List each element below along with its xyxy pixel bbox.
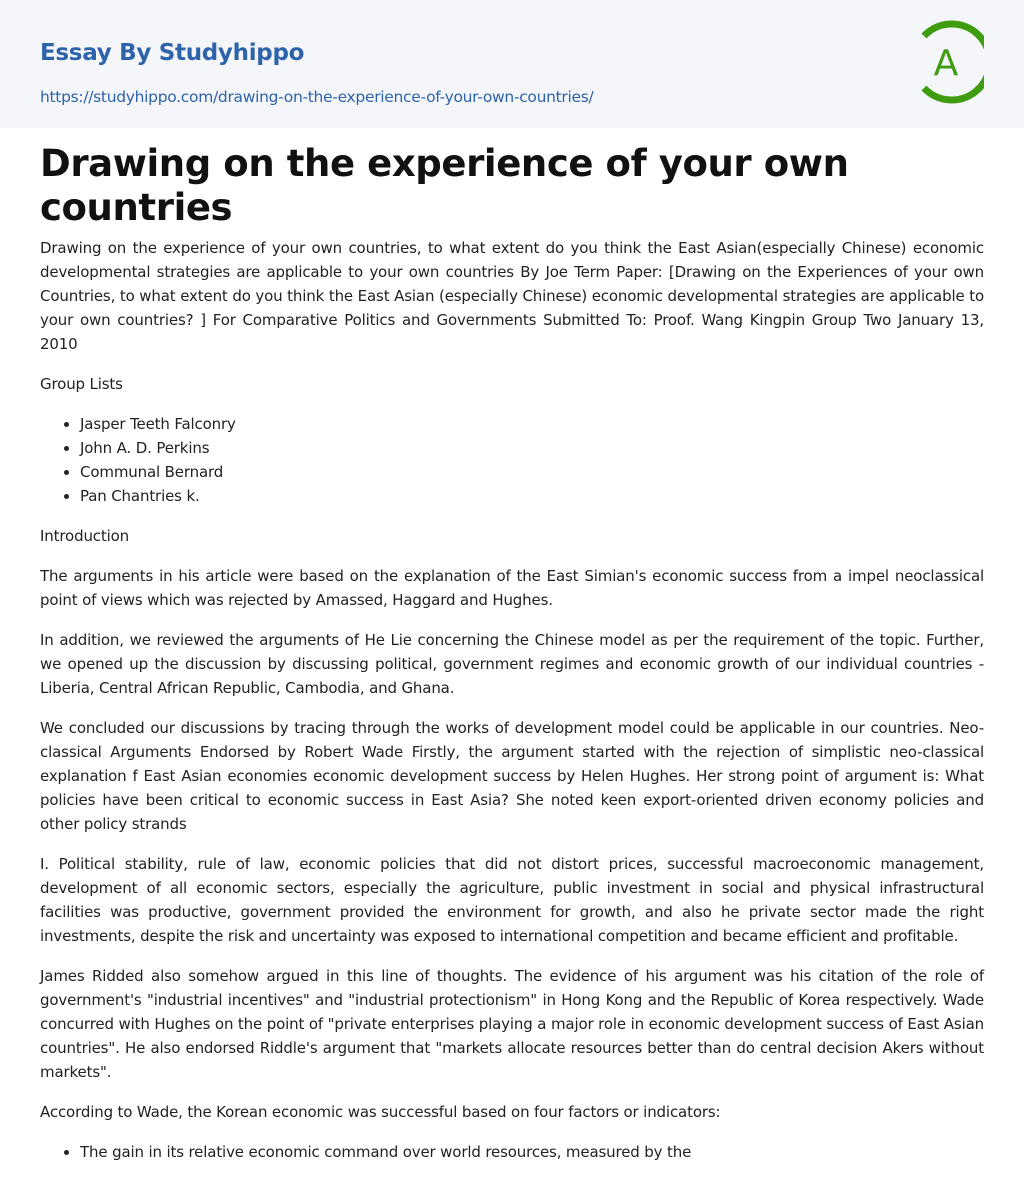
essay-url-link[interactable]: https://studyhippo.com/drawing-on-the-experience-of-your-own-countries/ [40,88,594,106]
site-header [0,0,1024,128]
studyhippo-logo-icon[interactable] [920,20,984,104]
list-item: • The gain in its relative economic command over world resources, measured by the [80,1140,984,1164]
list-item: • Communal Bernard [80,460,984,484]
svg-text:A: A [933,43,959,84]
essay-paragraph: According to Wade, the Korean economic was successful based on four factors or indicators: [40,1103,721,1121]
list-item: • Jasper Teeth Falconry [80,412,984,436]
essay-content [0,128,1024,1164]
group-lists-label: Group Lists [40,375,123,393]
essay-paragraph: The arguments in his article were based on the explanation of the East Simian's economic success from a impel neoclassical point of views which was rejected by Amassed, Haggard and Hughes. [40,567,984,609]
essay-paragraph: Drawing on the experience of your own countries, to what extent do you think the East Asian(especially Chinese) economic developmental strategies are applicable to your own countries By Joe Term Paper: [Drawing on the Experiences of your own Countries, to what extent do you think the East Asian (especially Chinese) economic developmental strategies are applicable to your own countries? ] For Comparative Politics and Governments Submitted To: Proof. Wang Kingpin Group Two January 13, 2010 [40,239,984,353]
section-heading-introduction: Introduction [40,527,130,545]
list-item: • John A. D. Perkins [80,436,984,460]
list-item: • Pan Chantries k. [80,484,984,508]
page-title: Drawing on the experience of your own countries [40,142,849,229]
essay-paragraph: In addition, we reviewed the arguments of He Lie concerning the Chinese model as per the requirement of the topic. Further, we opened up the discussion by discussing political, government regimes and economic growth of our individual countries - Liberia, Central African Republic, Cambodia, and Ghana. [40,631,984,697]
factor-list [80,1140,984,1164]
group-list [80,412,984,508]
brand-link[interactable]: Essay By Studyhippo [40,40,305,66]
essay-paragraph: James Ridded also somehow argued in this line of thoughts. The evidence of his argument was his citation of the role of government's "industrial incentives" and "industrial protectionism" in Hong Kong and the Republic of Korea respectively. Wade concurred with Hughes on the point of "private enterprises playing a major role in economic development success of East Asian countries". He also endorsed Riddle's argument that "markets allocate resources better than do central decision Akers without markets". [40,967,984,1081]
essay-paragraph: I. Political stability, rule of law, economic policies that did not distort prices, successful macroeconomic management, development of all economic sectors, especially the agriculture, public investment in social and physical infrastructural facilities was productive, government provided the environment for growth, and also he private sector made the right investments, despite the risk and uncertainty was exposed to international competition and became efficient and profitable. [40,855,984,945]
essay-paragraph: We concluded our discussions by tracing through the works of development model could be applicable in our countries. Neo-classical Arguments Endorsed by Robert Wade Firstly, the argument started with the rejection of simplistic neo-classical explanation f East Asian economies economic development success by Helen Hughes. Her strong point of argument is: What policies have been critical to economic success in East Asia? She noted keen export-oriented driven economy policies and other policy strands [40,719,984,833]
